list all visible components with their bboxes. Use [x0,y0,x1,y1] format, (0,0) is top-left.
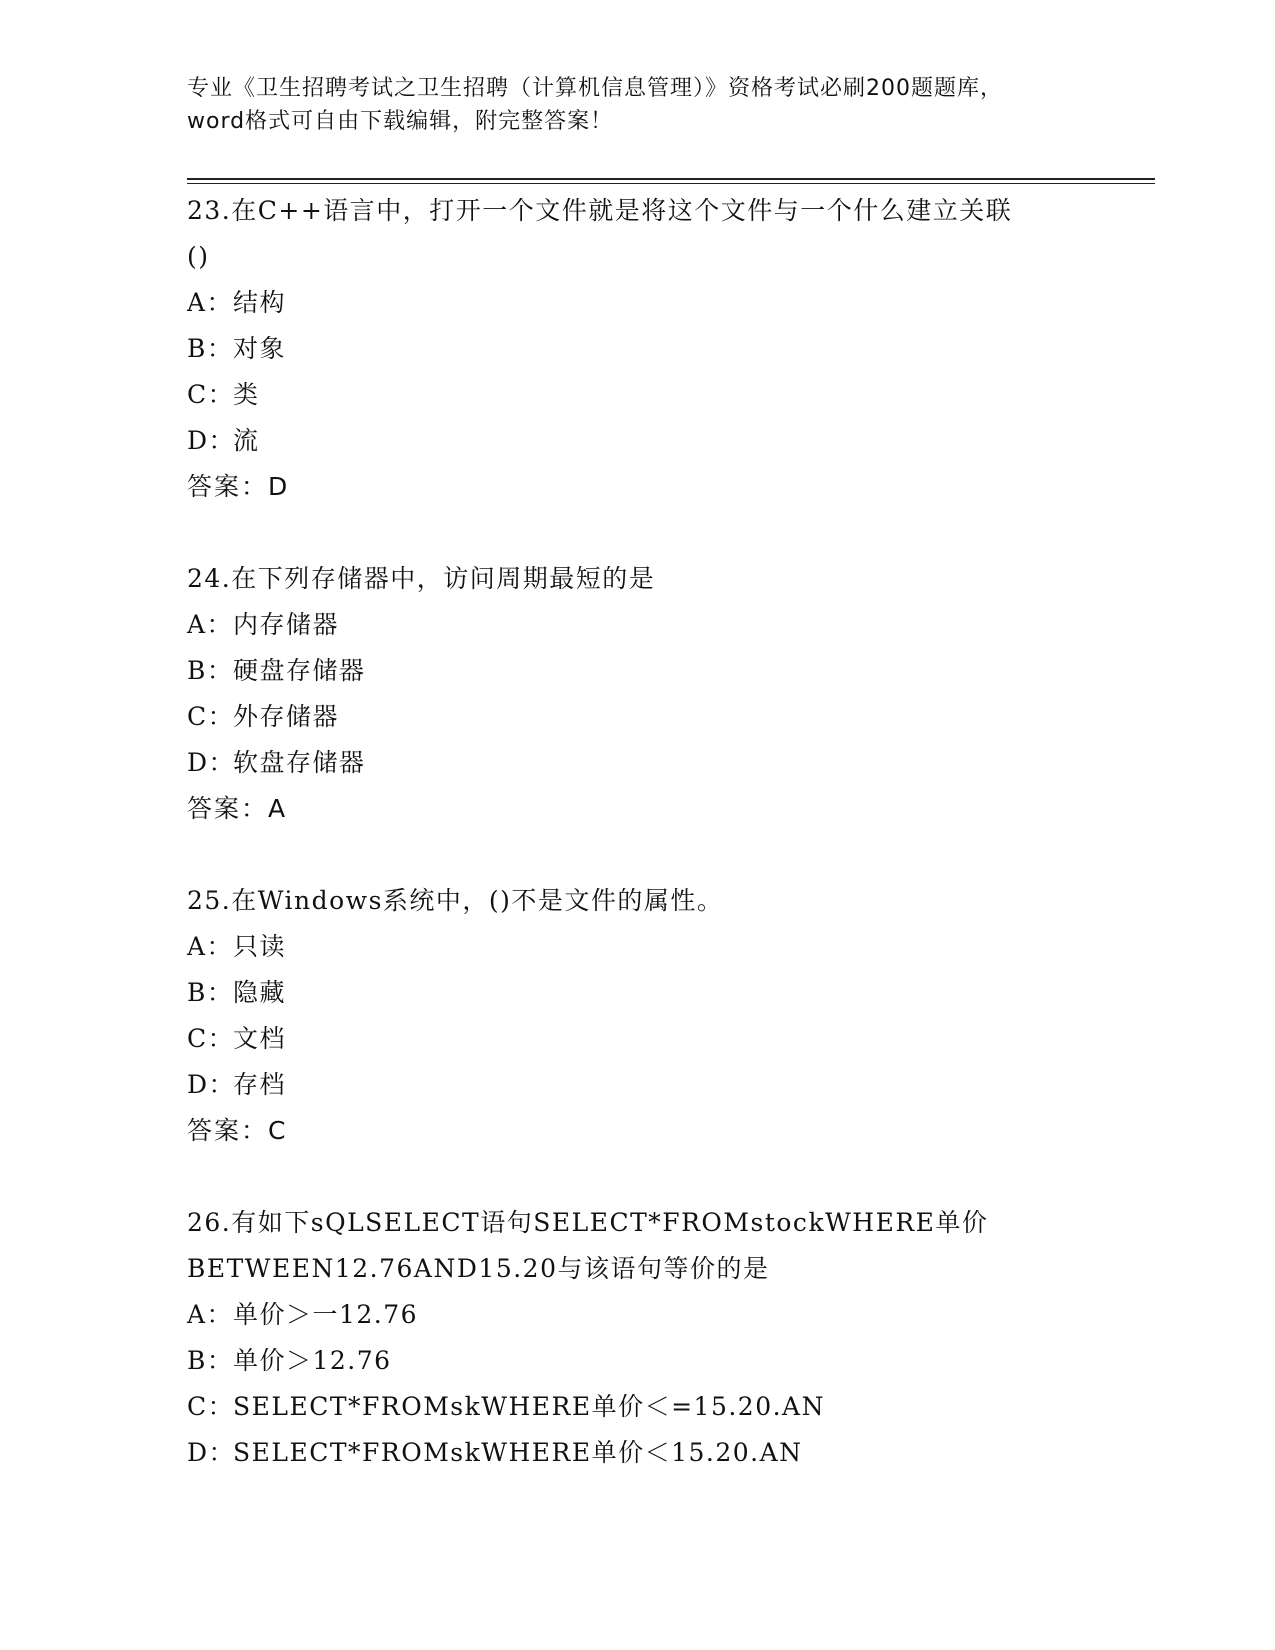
option-text: 只读 [233,932,287,961]
answer-line: 答案：C [187,1116,288,1145]
option-text: 软盘存储器 [233,748,366,777]
option-a [187,924,1147,970]
answer-line: 答案：D [187,472,290,501]
header-divider-thin [187,183,1155,184]
option-c [187,372,1147,418]
header-line-1: 专业《卫生招聘考试之卫生招聘（计算机信息管理）》资格考试必刷200题题库， [187,76,1003,101]
option-text: SELECT*FROMskWHERE单价＜=15.20.AN [233,1392,825,1421]
question-stem-line: 24.在下列存储器中，访问周期最短的是 [187,564,656,593]
question-24 [187,556,1147,832]
option-text: 流 [233,426,260,455]
option-text: 类 [233,380,260,409]
option-label: D： [187,748,236,777]
option-text: 存档 [233,1070,287,1099]
option-text: 文档 [233,1024,287,1053]
option-c [187,1016,1147,1062]
option-label: A： [187,610,234,639]
option-text: SELECT*FROMskWHERE单价＜15.20.AN [233,1438,803,1467]
option-a [187,280,1147,326]
question-stem-line: () [187,242,210,271]
option-label: A： [187,932,234,961]
question-25 [187,878,1147,1154]
option-label: D： [187,426,236,455]
question-stem-line: BETWEEN12.76AND15.20与该语句等价的是 [187,1254,770,1283]
question-stem-line: 26.有如下sQLSELECT语句SELECT*FROMstockWHERE单价 [187,1208,989,1237]
option-label: C： [187,702,235,731]
question-stem-line: 23.在C++语言中，打开一个文件就是将这个文件与一个什么建立关联 [187,196,1013,225]
option-label: C： [187,1024,235,1053]
option-b [187,648,1147,694]
option-label: C： [187,1392,235,1421]
option-label: D： [187,1070,236,1099]
option-text: 单价＞一12.76 [233,1300,419,1329]
option-label: A： [187,288,234,317]
option-label: B： [187,1346,234,1375]
option-d [187,740,1147,786]
option-label: C： [187,380,235,409]
option-label: D： [187,1438,236,1467]
option-b [187,326,1147,372]
option-text: 隐藏 [233,978,287,1007]
document-header [187,72,1087,138]
option-label: B： [187,334,234,363]
answer-line: 答案：A [187,794,288,823]
question-26 [187,1200,1147,1476]
option-a [187,1292,1147,1338]
option-c [187,694,1147,740]
header-divider-thick [187,178,1155,180]
option-text: 对象 [233,334,287,363]
option-b [187,970,1147,1016]
option-text: 硬盘存储器 [233,656,366,685]
option-c [187,1384,1147,1430]
question-23 [187,188,1147,510]
option-text: 内存储器 [233,610,340,639]
option-a [187,602,1147,648]
option-d [187,418,1147,464]
option-label: A： [187,1300,234,1329]
option-label: B： [187,978,234,1007]
option-text: 结构 [233,288,287,317]
option-d [187,1430,1147,1476]
option-label: B： [187,656,234,685]
option-text: 单价＞12.76 [233,1346,392,1375]
question-list [187,188,1147,1522]
header-line-2: word格式可自由下载编辑，附完整答案！ [187,109,614,134]
option-b [187,1338,1147,1384]
option-d [187,1062,1147,1108]
question-stem-line: 25.在Windows系统中，()不是文件的属性。 [187,886,724,915]
option-text: 外存储器 [233,702,340,731]
